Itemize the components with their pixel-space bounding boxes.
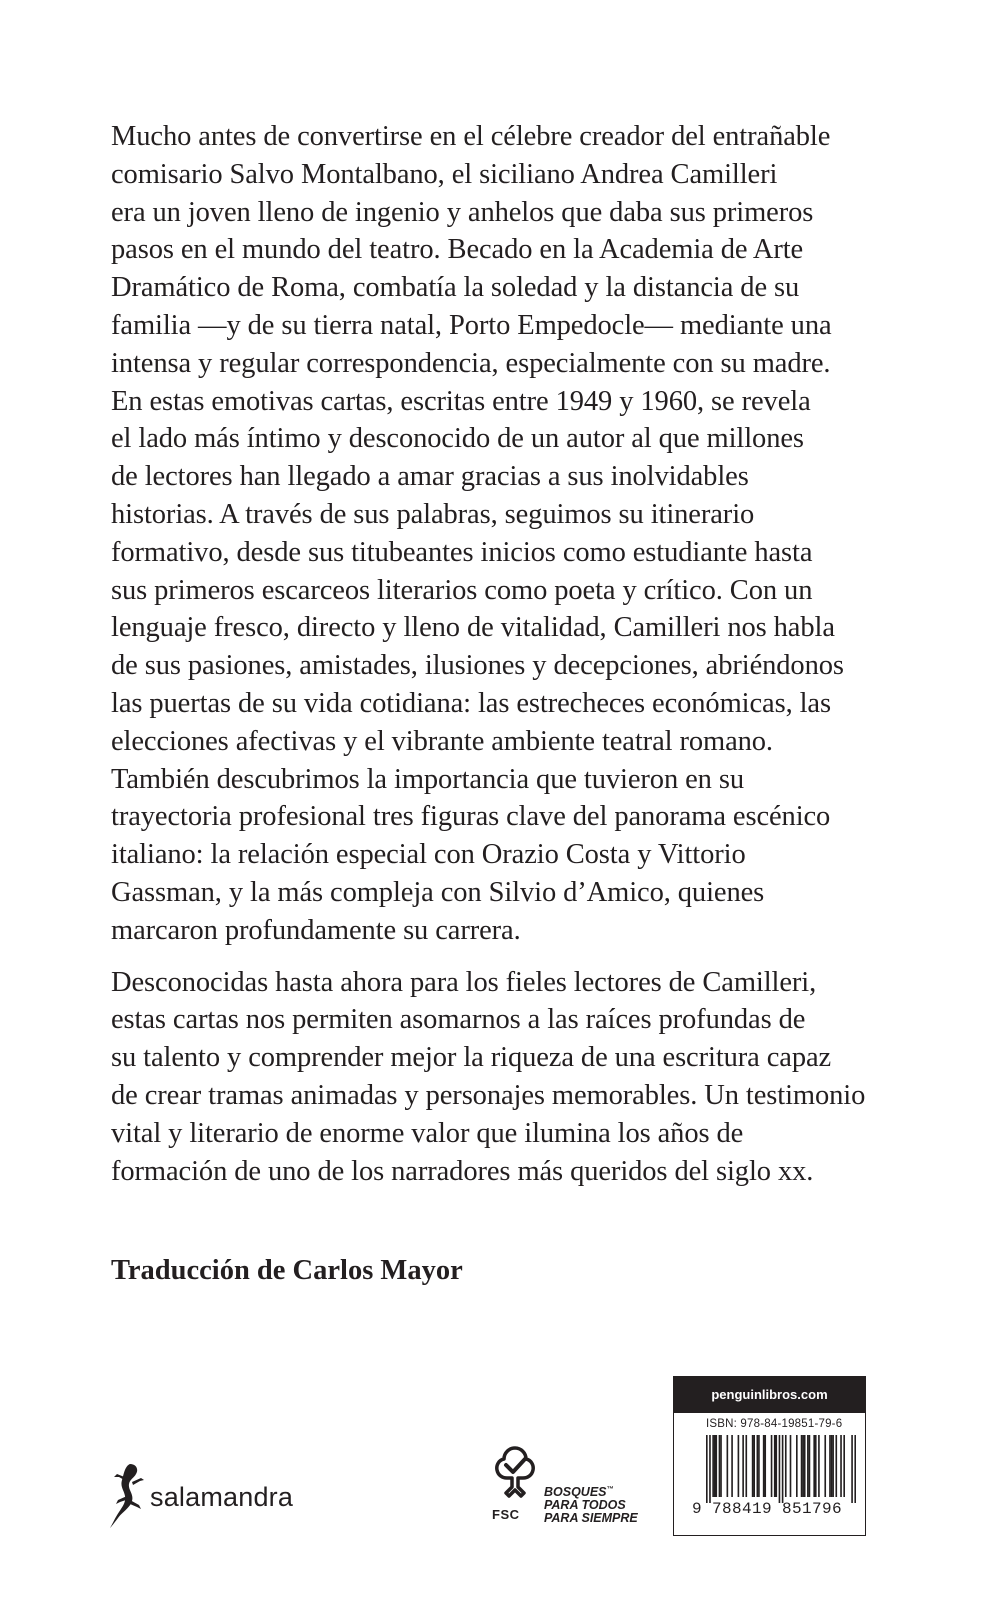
text-line: Dramático de Roma, combatía la soledad y la distancia de su xyxy=(111,272,800,304)
fsc-slogan xyxy=(544,1483,638,1525)
barcode-bar xyxy=(738,1435,740,1497)
barcode-bar xyxy=(807,1435,809,1497)
barcode-bar xyxy=(796,1435,798,1497)
text-line: estas cartas nos permiten asomarnos a las raíces profundas de xyxy=(111,1004,806,1036)
barcode-bar xyxy=(854,1435,856,1503)
isbn-label: ISBN: 978-84-19851-79-6 xyxy=(706,1418,843,1430)
barcode-bar xyxy=(782,1435,784,1503)
barcode-bar xyxy=(753,1435,755,1497)
barcode-bar xyxy=(815,1435,817,1497)
barcode-digits: 9 788419 851796 xyxy=(692,1500,843,1518)
barcode-bar xyxy=(731,1435,733,1497)
barcode-bar xyxy=(785,1435,787,1497)
text-line: intensa y regular correspondencia, especialmente con su madre. xyxy=(111,347,831,379)
barcode-bar xyxy=(757,1435,759,1497)
barcode-bar xyxy=(742,1435,744,1497)
publisher-name: salamandra xyxy=(150,1482,294,1512)
barcode-bar xyxy=(771,1435,773,1497)
barcode-bar xyxy=(709,1435,711,1503)
barcode-bar xyxy=(840,1435,842,1497)
blurb-paragraph-1 xyxy=(111,118,881,950)
text-line: Desconocidas hasta ahora para los fieles lectores de Camilleri, xyxy=(111,966,817,998)
text-line: de lectores han llegado a amar gracias a sus inolvidables xyxy=(111,461,749,493)
barcode-bar xyxy=(851,1435,853,1503)
text-line: marcaron profundamente su carrera. xyxy=(111,914,521,946)
barcode-bar xyxy=(831,1435,833,1497)
text-line: era un joven lleno de ingenio y anhelos que daba sus primeros xyxy=(111,196,814,228)
fsc-label: FSC xyxy=(492,1507,520,1522)
barcode-bar xyxy=(745,1435,747,1497)
barcode-bar xyxy=(706,1435,708,1503)
text-line: trayectoria profesional tres figuras clave del panorama escénico xyxy=(111,801,831,833)
slogan-line: PARA TODOS xyxy=(544,1498,626,1513)
text-line: formativo, desde sus titubeantes inicios como estudiante hasta xyxy=(111,536,813,568)
barcode-bar xyxy=(715,1435,717,1497)
text-line: formación de uno de los narradores más queridos del siglo xx. xyxy=(111,1155,814,1187)
barcode-bar xyxy=(752,1435,754,1497)
barcode-bar xyxy=(779,1435,781,1503)
slogan-line: BOSQUES xyxy=(544,1485,607,1500)
text-line: Mucho antes de convertirse en el célebre creador del entrañable xyxy=(111,121,831,152)
barcode-bar xyxy=(802,1435,804,1497)
text-line: italiano: la relación especial con Orazio Costa y Vittorio xyxy=(111,839,746,871)
salamander-icon xyxy=(108,1460,148,1530)
text-line: lenguaje fresco, directo y lleno de vitalidad, Camilleri nos habla xyxy=(111,612,835,644)
text-line: historias. A través de sus palabras, seguimos su itinerario xyxy=(111,498,755,530)
barcode-bar xyxy=(719,1435,721,1497)
text-line: En estas emotivas cartas, escritas entre 1949 y 1960, se revela xyxy=(111,385,811,417)
text-line: su talento y comprender mejor la riqueza de una escritura capaz xyxy=(111,1042,832,1074)
barcode-bar xyxy=(764,1435,766,1497)
publisher-logo xyxy=(108,1460,308,1530)
text-line: Gassman, y la más compleja con Silvio d’Amico, quienes xyxy=(111,876,765,908)
text-line: vital y literario de enorme valor que ilumina los años de xyxy=(111,1117,744,1149)
text-line: pasos en el mundo del teatro. Becado en la Academia de Arte xyxy=(111,234,804,266)
text-line: las puertas de su vida cotidiana: las estrecheces económicas, las xyxy=(111,687,831,719)
barcode-bar xyxy=(801,1435,803,1497)
text-line: comisario Salvo Montalbano, el siciliano Andrea Camilleri xyxy=(111,158,778,190)
publisher-website: penguinlibros.com xyxy=(674,1377,865,1413)
text-line: familia —y de su tierra natal, Porto Empedocle— mediante una xyxy=(111,309,832,341)
barcode-bar xyxy=(714,1435,716,1497)
text-line: sus primeros escarceos literarios como poeta y crítico. Con un xyxy=(111,574,813,606)
barcode-bar xyxy=(835,1435,837,1497)
fsc-certification xyxy=(490,1445,650,1535)
barcode-bar xyxy=(720,1435,722,1497)
barcode-bar xyxy=(804,1435,806,1497)
barcode-bar xyxy=(818,1435,820,1497)
text-line: de sus pasiones, amistades, ilusiones y decepciones, abriéndonos xyxy=(111,650,844,682)
translation-credit: Traducción de Carlos Mayor xyxy=(111,1255,463,1286)
slogan-line: PARA SIEMPRE xyxy=(544,1511,638,1526)
barcode-bar xyxy=(763,1435,765,1497)
text-line: el lado más íntimo y desconocido de un autor al que millones xyxy=(111,423,804,455)
barcode-bar xyxy=(813,1435,815,1497)
barcode-panel xyxy=(673,1376,866,1536)
barcode-bar xyxy=(832,1435,834,1497)
text-line: elecciones afectivas y el vibrante ambiente teatral romano. xyxy=(111,725,773,757)
barcode-bar xyxy=(843,1435,845,1497)
trademark-mark: ™ xyxy=(606,1486,614,1493)
barcode-bar xyxy=(712,1435,714,1497)
barcode-bar xyxy=(790,1435,792,1497)
back-cover-blurb xyxy=(111,118,881,1190)
text-line: de crear tramas animadas y personajes memorables. Un testimonio xyxy=(111,1079,866,1111)
barcode-bar xyxy=(774,1435,776,1497)
barcode-icon xyxy=(706,1435,856,1503)
tree-checkmark-icon xyxy=(490,1445,540,1505)
barcode-bar xyxy=(758,1435,760,1497)
barcode-bar xyxy=(775,1435,777,1497)
barcode-bar xyxy=(727,1435,729,1497)
barcode-bar xyxy=(809,1435,811,1497)
barcode-bar xyxy=(824,1435,826,1497)
barcode-bar xyxy=(829,1435,831,1497)
blurb-paragraph-2 xyxy=(111,964,881,1191)
text-line: También descubrimos la importancia que tuvieron en su xyxy=(111,763,744,795)
